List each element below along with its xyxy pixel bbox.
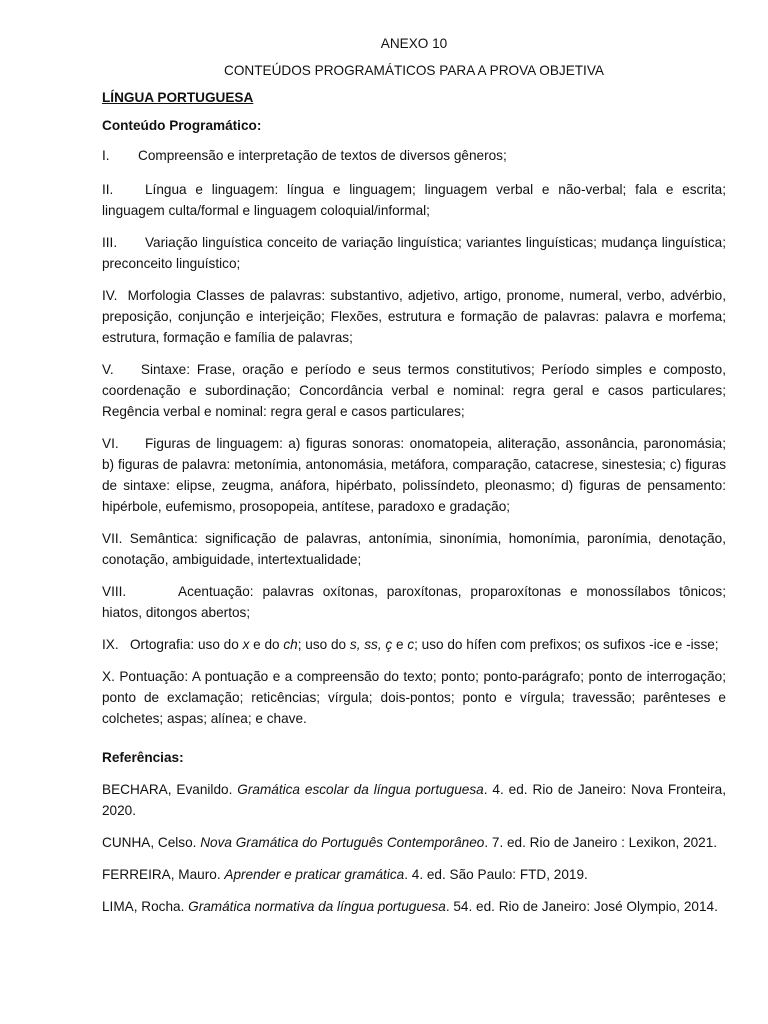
topic-item (102, 359, 726, 422)
topic-italic-term: c (407, 637, 415, 652)
reference-details: . 4. ed. Rio de Janeiro: Nova Fronteira, 2020. (102, 782, 726, 818)
reference-author: LIMA, Rocha. (102, 899, 189, 914)
reference-author: BECHARA, Evanildo. (102, 782, 238, 797)
reference-details: . 7. ed. Rio de Janeiro : Lexikon, 2021. (484, 835, 718, 850)
topic-text: Sintaxe: Frase, oração e período e seus termos constitutivos; Período simples e composto, coordenação e subordinação; Concordância verbal e nominal: regra geral e casos particulares; Regência verbal e nominal: regra geral e casos particulares; (102, 362, 726, 419)
reference-work: Gramática normativa da língua portuguesa (188, 899, 446, 914)
reference-work: Aprender e praticar gramática (224, 867, 405, 882)
topic-item (102, 179, 726, 221)
topic-italic-term: s, ss, ç (349, 637, 393, 652)
topic-text: Língua e linguagem: língua e linguagem; linguagem verbal e não-verbal; fala e escrita; linguagem culta/formal e linguagem coloquial/informal; (102, 182, 726, 218)
topic-number: V. (102, 362, 114, 377)
reference-details: . 4. ed. São Paulo: FTD, 2019. (404, 867, 588, 882)
reference-work: Gramática escolar da língua portuguesa (237, 782, 484, 797)
topic-text: Morfologia Classes de palavras: substantivo, adjetivo, artigo, pronome, numeral, verbo, advérbio, preposição, conjunção e interjeição; Flexões, estrutura e formação de palavras: palavra e morfema; estrutura, formação e família de palavras; (102, 288, 726, 345)
topic-text: Variação linguística conceito de variação linguística; variantes linguísticas; mudança linguística; preconceito linguístico; (102, 235, 726, 271)
document-subtitle: CONTEÚDOS PROGRAMÁTICOS PARA A PROVA OBJETIVA (224, 63, 604, 78)
topic-item (102, 666, 726, 729)
topic-number: III. (102, 235, 118, 250)
topic-number: X. (102, 669, 115, 684)
topic-item (102, 581, 726, 623)
topic-item (102, 634, 726, 655)
topic-item (102, 285, 726, 348)
topic-item (102, 528, 726, 570)
topic-number: VI. (102, 436, 119, 451)
topic-text-part: e (392, 637, 408, 652)
section-title: LÍNGUA PORTUGUESA (102, 90, 254, 105)
topic-number: VII. (102, 531, 123, 546)
topic-number: I. (102, 148, 110, 163)
reference-author: FERREIRA, Mauro. (102, 867, 225, 882)
topic-text: Compreensão e interpretação de textos de diversos gêneros; (138, 148, 507, 163)
reference-details: . 54. ed. Rio de Janeiro: José Olympio, 2014. (445, 899, 718, 914)
topic-number: IX. (102, 637, 119, 652)
topic-list (102, 145, 726, 729)
reference-author: CUNHA, Celso. (102, 835, 201, 850)
topic-text-part: e do (249, 637, 284, 652)
topic-text: Pontuação: A pontuação e a compreensão do texto; ponto; ponto-parágrafo; ponto de interrogação; ponto de exclamação; reticências; vírgula; dois-pontos; ponto e vírgula; travessão; parênteses e colchetes; aspas; alínea; e chave. (102, 669, 726, 726)
topic-item (102, 145, 726, 166)
topic-text: Figuras de linguagem: a) figuras sonoras: onomatopeia, aliteração, assonância, paronomásia; b) figuras de palavra: metonímia, antonomásia, metáfora, comparação, catacrese, sinestesia; c) figuras de sintaxe: elipse, zeugma, anáfora, hipérbato, polissíndeto, pleonasmo; d) figuras de pensamento: hipérbole, eufemismo, prosopopeia, antítese, paradoxo e gradação; (102, 436, 726, 514)
topic-number: VIII. (102, 584, 127, 599)
reference-work: Nova Gramática do Português Contemporâneo (200, 835, 485, 850)
topic-text-part: ; uso do (297, 637, 350, 652)
references-title: Referências: (102, 750, 184, 765)
topic-text-part: Ortografia: uso do (129, 637, 243, 652)
topic-item (102, 232, 726, 274)
reference-item (102, 864, 726, 885)
annex-title: ANEXO 10 (380, 36, 448, 51)
reference-item (102, 896, 726, 917)
topic-text: Acentuação: palavras oxítonas, paroxítonas, proparoxítonas e monossílabos tônicos; hiatos, ditongos abertos; (102, 584, 726, 620)
topic-item (102, 433, 726, 517)
topic-number: IV. (102, 288, 118, 303)
topic-italic-term: ch (283, 637, 298, 652)
reference-item (102, 832, 726, 853)
topic-number: II. (102, 182, 114, 197)
section-label: Conteúdo Programático: (102, 118, 262, 133)
topic-text-part: ; uso do hífen com prefixos; os sufixos -ice e -isse; (414, 637, 719, 652)
topic-text: Semântica: significação de palavras, antonímia, sinonímia, homonímia, paronímia, denotação, conotação, ambiguidade, intertextualidade; (102, 531, 726, 567)
topic-italic-term: x (242, 637, 250, 652)
reference-item (102, 779, 726, 821)
